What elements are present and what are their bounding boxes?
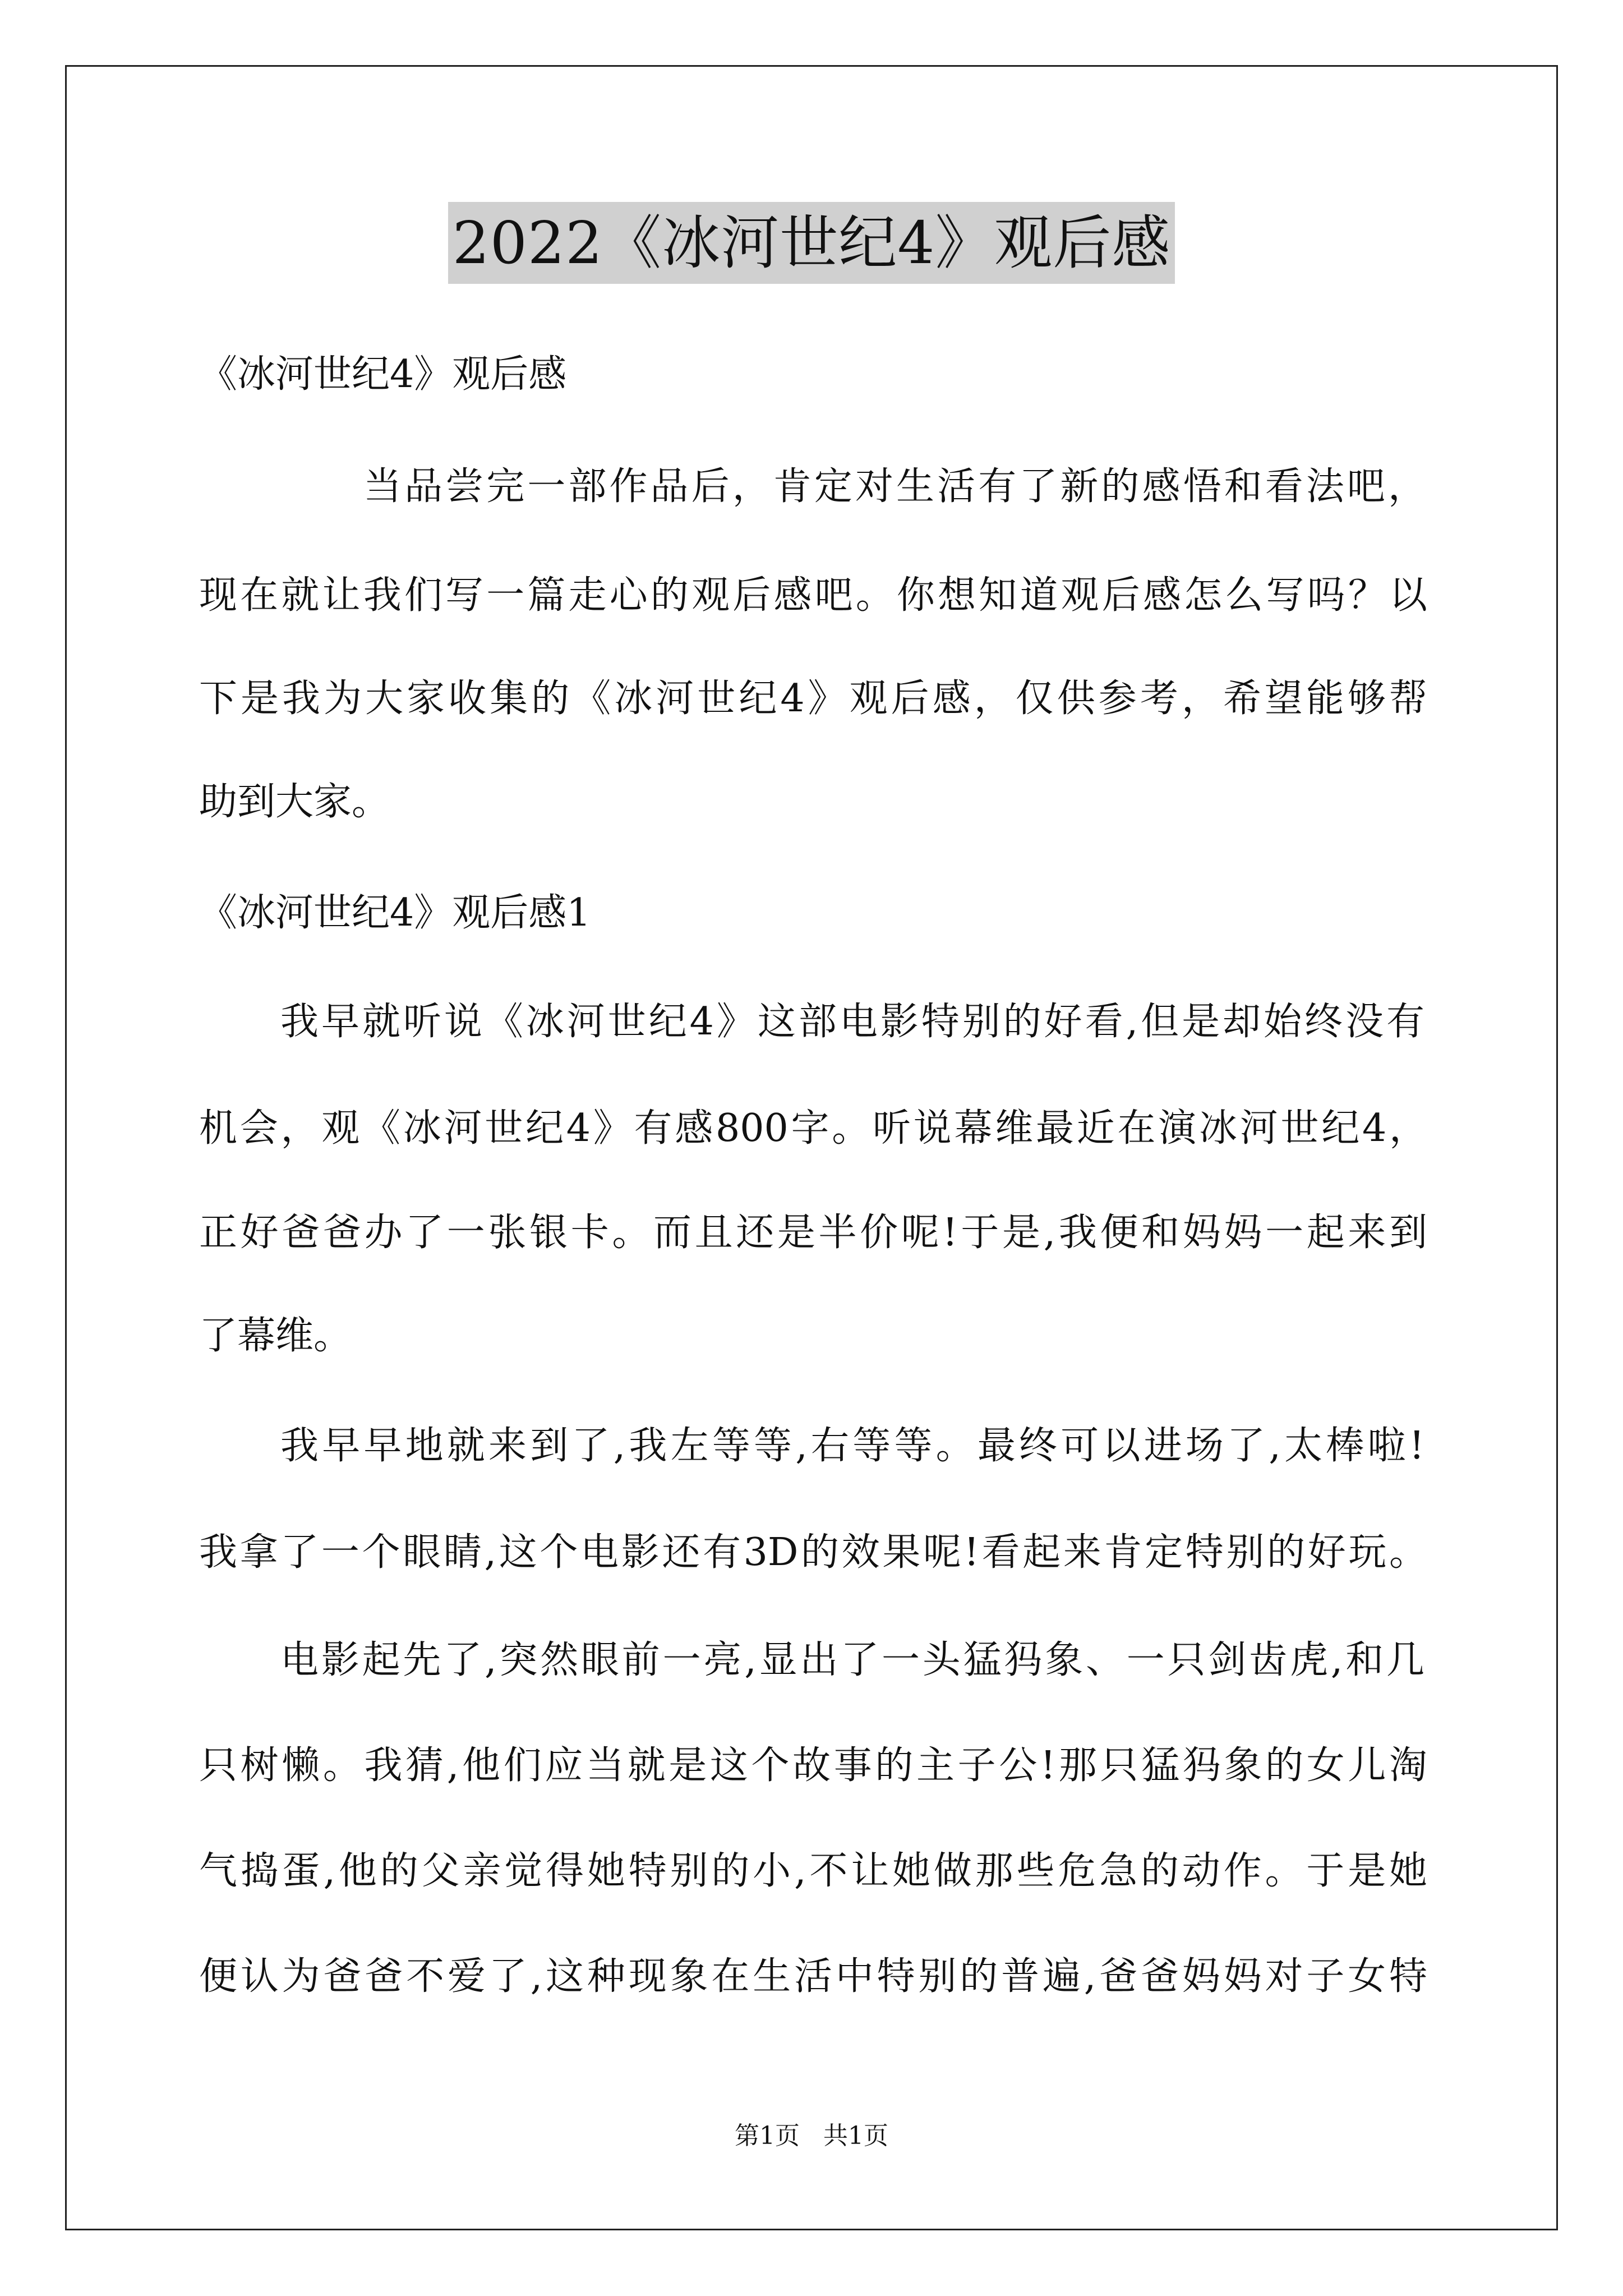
- paragraph-line: 了幕维。: [199, 1314, 352, 1358]
- page-footer: [0, 2120, 1623, 2152]
- paragraph-line: 机会，观《冰河世纪4》有感800字。听说幕维最近在演冰河世纪4，: [199, 1106, 1427, 1151]
- paragraph-line: 只树懒。我猜,他们应当就是这个故事的主子公!那只猛犸象的女儿淘: [199, 1743, 1427, 1788]
- paragraph-line: 现在就让我们写一篇走心的观后感吧。你想知道观后感怎么写吗？以: [199, 573, 1427, 618]
- subtitle-line: 《冰河世纪4》观后感: [199, 352, 567, 397]
- document-title: 2022《冰河世纪4》观后感: [448, 202, 1175, 284]
- title-container: [0, 202, 1623, 284]
- paragraph-line: 下是我为大家收集的《冰河世纪4》观后感，仅供参考，希望能够帮: [199, 677, 1427, 721]
- paragraph-line: 便认为爸爸不爱了,这种现象在生活中特别的普遍,爸爸妈妈对子女特: [199, 1954, 1427, 1999]
- paragraph-line: 正好爸爸办了一张银卡。而且还是半价呢!于是,我便和妈妈一起来到: [199, 1211, 1427, 1255]
- paragraph-line: 我拿了一个眼睛,这个电影还有3D的效果呢!看起来肯定特别的好玩。: [199, 1530, 1427, 1575]
- paragraph-line: 气捣蛋,他的父亲觉得她特别的小,不让她做那些危急的动作。于是她: [199, 1849, 1427, 1893]
- page-number: 第1页: [735, 2122, 800, 2150]
- section-heading: 《冰河世纪4》观后感1: [199, 891, 591, 935]
- page-total: 共1页: [823, 2122, 888, 2150]
- paragraph-line: 电影起先了,突然眼前一亮,显出了一头猛犸象、一只剑齿虎,和几: [280, 1638, 1424, 1682]
- paragraph-line: 助到大家。: [199, 780, 390, 824]
- paragraph-line: 我早就听说《冰河世纪4》这部电影特别的好看,但是却始终没有: [280, 1000, 1424, 1044]
- paragraph-line: 当品尝完一部作品后，肯定对生活有了新的感悟和看法吧，: [363, 464, 1426, 509]
- paragraph-line: 我早早地就来到了,我左等等,右等等。最终可以进场了,太棒啦!: [280, 1424, 1424, 1468]
